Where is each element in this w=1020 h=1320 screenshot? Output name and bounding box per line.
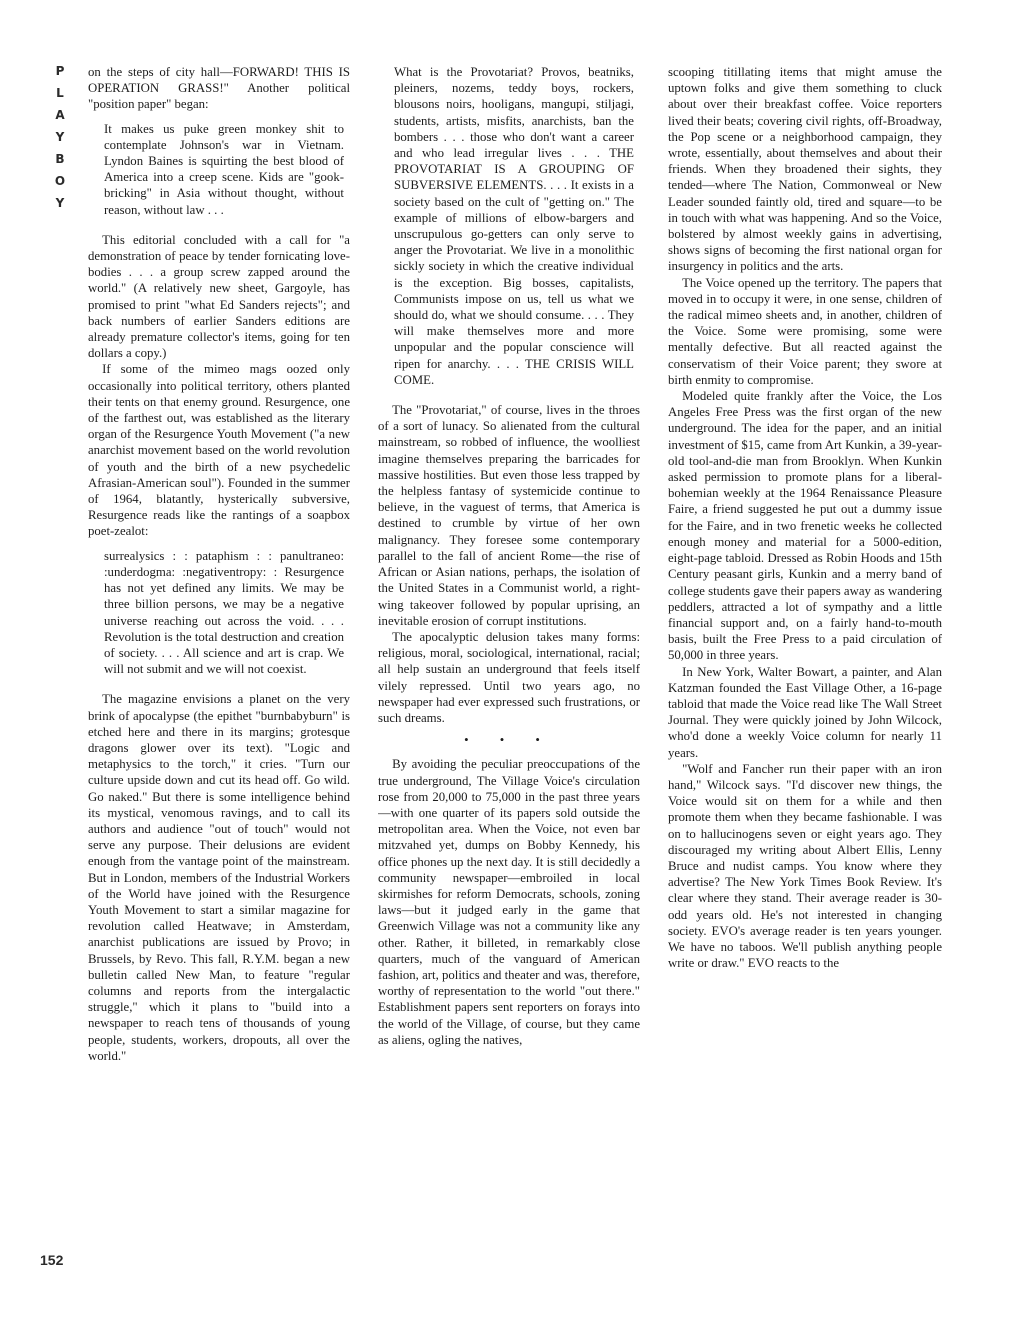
logo-letter: Y [55,130,65,144]
logo-letter: P [55,64,65,78]
paragraph: The "Provotariat," of course, lives in the throes of a sort of lunacy. So alienated from the cultural mainstream, so robbed of influence, the woolliest imagine themselves preparing the barricades for massive hostilities. But even those less trapped by the helpless fantasy of systemicide continue to believe, in the vaguest of terms, that America is destined to crumble by virtue of her own malignancy. They foresee some contemporary parallel to the fall of ancient Rome—the rise of African or Asian nations, perhaps, the isolation of the United States in a Communist world, a right-wing takeover followed by popular uprising, an inevitable erosion of corrupt institutions. [378,403,640,628]
paragraph: Modeled quite frankly after the Voice, the Los Angeles Free Press was the first organ of the new underground. The idea for the paper, and an initial investment of $15, came from Art Kunkin, a 39-year-old tool-and-die man from Brooklyn. When Kunkin asked permission to promote plans for a liberal-bohemian weekly at the 1964 Renaissance Pleasure Faire, a friend suggested he put out a dummy issue for the Faire, and in two frenetic weeks he collected enough money and material for a 5000-edition, eight-page tabloid. Dressed as Robin Hoods and 15th Century peasant girls, Kunkin and a merry band of college students gave their papers away as wandering peddlers, attracted a lot of sympathy and a little financial support and, on a fairly hand-to-mouth basis, built the Free Press to a paid circulation of 50,000 in three years. [668,389,942,663]
paragraph: The magazine envisions a planet on the very brink of apocalypse (the epithet "burnbabyburn" is etched here and there in its margins; grotesque dragons glower over its text). "Logic and metaphysics to the torch," it cries. "Turn our culture upside down and cut its head off. Go wild. Go naked." But there is some intelligence behind its mystical, venomous ravings, and to call its authors and audience "out of touch" would not serve any purpose. Their delusions are evident enough from the vantage point of the mainstream. But in London, members of the Industrial Workers of the World have joined with the Resurgence Youth Movement to start a similar magazine for revolution called Heatwave; in Amsterdam, anarchist publications are issued by Provo; in Brussels, by Revo. This fall, R.Y.M. began a new bulletin called New Man, to feature "regular columns and reports from the intergalactic struggle," which it plans to "build into a newspaper to reach tens of thousands of young people, students, workers, dropouts, all over the world." [88,692,350,1063]
article-column-2 [378,64,640,1284]
paragraph: The Voice opened up the territory. The papers that moved in to occupy it were, in one sense, children of the radical mimeo sheets and, in another, children of the Voice. Some were promising, some were mentally defective. But all reacted against the conservatism of their Voice parent; they swore at birth enmity to compromise. [668,275,942,387]
article-column-3 [668,64,942,1284]
block-quote [104,121,350,218]
paragraph: In New York, Walter Bowart, a painter, and Alan Katzman founded the East Village Other, a 16-page tabloid that made the Voice read like The Wall Street Journal. They were quickly joined by John Wilcock, who'd done a weekly Voice column for nearly 11 years. [668,664,942,760]
paragraph: This editorial concluded with a call for "a demonstration of peace by tender fornicating love-bodies . . . a group screw zapped around the world." (A relatively new sheet, Gargoyle, has promised to print "what Ed Sanders rejects"; and back numbers of earlier Sanders editions are already premature collector's items, going for ten dollars a copy.) [88,232,350,361]
page-number: 152 [40,1252,64,1268]
article-column-1 [88,64,350,1284]
block-quote [104,548,350,678]
paragraph: If some of the mimeo mags oozed only occasionally into political territory, others planted their tents on that enemy ground. Resurgence, one of the farthest out, was established as the literary organ of the Resurgence Youth Movement ("a new anarchist movement based on the world revolution of youth and the birth of a new psychedelic Afrasian-American soul"). Founded in the summer of 1964, blatantly, hysterically subversive, Resurgence reads like the rantings of a soapbox poet-zealot: [88,362,350,539]
logo-letter: B [55,152,65,166]
section-break-ornament: • • • [464,733,554,748]
paragraph: "Wolf and Fancher run their paper with an iron hand," Wilcock says. "I'd discover new things, the Voice would sit on them for a while and then promote them when they became fashionable. I was on to hallucinogens seven or eight years ago. They discouraged my writing about Albert Ellis, Lenny Bruce and nudist camps. You know where they advertise? The New York Times Book Review. It's clear where they stand. Their average reader is 30-odd years old. He's not interested in changing society. EVO's average reader is ten years younger. We have no taboos. We'll publish anything people write or draw." EVO reacts to the [668,761,942,971]
logo-letter: L [56,86,64,100]
block-quote [394,64,640,388]
paragraph: The apocalyptic delusion takes many forms: religious, moral, sociological, international, racial; all help sustain an underground that feels itself vilely repressed. Until two years ago, no newspaper had ever expressed such frustrations, or such dreams. [378,629,640,725]
paragraph: By avoiding the peculiar preoccupations of the true underground, The Village Voice's circulation rose from 20,000 to 75,000 in the past three years—with one quarter of its papers sold outside the metropolitan area. When the Voice, not even bar mitzvahed yet, dumps on Bobby Kennedy, his office phones up the next day. It is still decidedly a community newspaper—embroiled in local skirmishes for reform Democrats, schools, zoning laws—but it judged early in the game that Greenwich Village was not a community like any other. Rather, it billeted, in remarkably close quarters, much of the vanguard of American fashion, art, politics and theater and was, therefore, worthy of representation to the world "out there." Establishment papers sent reporters on forays into the world of the Village, of course, but they came as aliens, ogling the natives, [378,757,640,1047]
magazine-logo-vertical [46,60,74,214]
paragraph: scooping titillating items that might amuse the uptown folks and give them something to cluck about over their breakfast coffee. Voice reporters lived their beats; covering civil rights, off-Broadway, the Pop scene or a neighborhood campaign, they wrote, essentially, about themselves and about their friends. When they broadened their sights, they tended—where The Nation, Commonweal or New Leader sounded faintly old, tired and square—to be in touch with what was happening. And so the Voice, bolstered by almost weekly gains in advertising, shows signs of becoming the first national organ for insurgency in politics and the arts. [668,65,942,274]
quote-text: surrealysics : : pataphism : : panultraneo: :underdogma: :negativentropy: : Resurgence has not yet defined any limits. We may be three billion persons, we may be a negative universe reaching out across the void. . . . Revolution is the total destruction and creation of society. . . . All science and art is crap. We will not submit and we will not coexist. [104,548,344,677]
logo-letter: Y [55,196,65,210]
quote-text: What is the Provotariat? Provos, beatniks, pleiners, nozems, teddy boys, rockers, blousons noirs, hooligans, mangupi, stiljagi, students, artists, misfits, anarchists, ban the bombers . . . those who don't want a career and who lead irregular lives . . . THE PROVOTARIAT IS A GROUPING OF SUBVERSIVE ELEMENTS. . . . It exists in a society based on the cult of "getting on." The example of millions of elbow-bargers and unscrupulous go-getters can only serve to anger the Provotariat. We live in a monolithic sickly society in which the creative individual is the exception. Big bosses, capitalists, Communists impose on us, tell us what we should do, what we should consume. . . . They will make themselves more and more unpopular and the popular conscience will ripen for anarchy. . . . THE CRISIS WILL COME. [394,65,634,387]
quote-text: It makes us puke green monkey shit to contemplate Johnson's war in Vietnam. Lyndon Baines is squirting the best blood of America into a creep scene. Kids are "gook-bricking" in Asia without thought, without reason, without law . . . [104,121,344,217]
logo-letter: A [55,108,65,122]
logo-letter: O [54,174,66,188]
paragraph: on the steps of city hall—FORWARD! THIS IS OPERATION GRASS!" Another political "position paper" began: [88,65,350,112]
